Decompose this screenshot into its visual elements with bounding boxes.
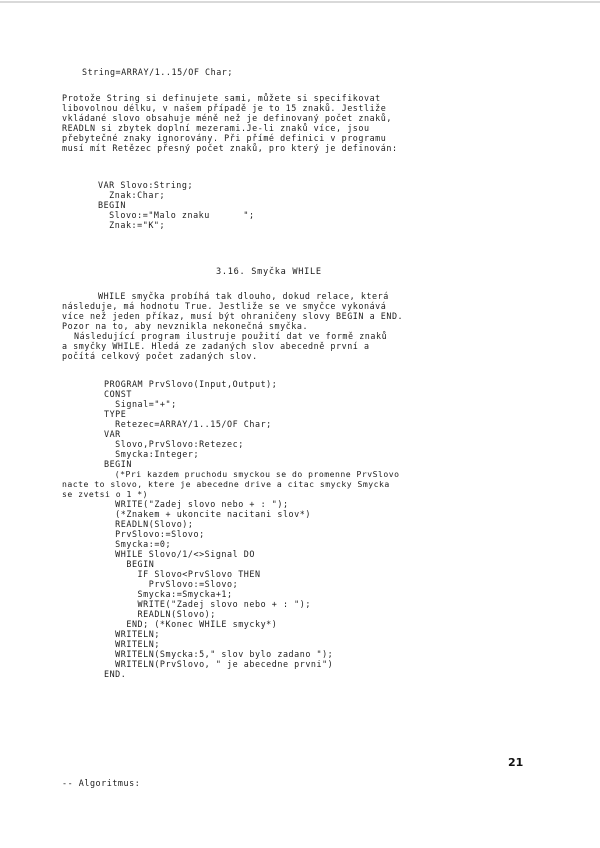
code-line: WHILE Slovo/1/<>Signal DO — [104, 549, 255, 559]
code-line: BEGIN — [104, 459, 132, 469]
code-line: CONST — [104, 389, 132, 399]
text-line: READLN si zbytek doplní mezerami.Je-li znaků více, jsou — [62, 123, 370, 133]
code-line: Slovo,PrvSlovo:Retezec; — [104, 439, 244, 449]
code-line: WRITELN(PrvSlovo, " je abecedne prvni") — [104, 659, 334, 669]
code-line: (*Znakem + ukoncite nacitani slov*) — [104, 509, 311, 519]
code-line: Smycka:=Smycka+1; — [104, 589, 233, 599]
text-line: následuje, má hodnotu True. Jestliže se ve smyčce vykonává — [62, 301, 387, 311]
text-line: Protože String si definujete sami, můžete si specifikovat — [62, 93, 381, 103]
text-line: počítá celkový počet zadaných slov. — [62, 351, 258, 361]
code-line: Znak:Char; — [98, 190, 166, 200]
code-line: WRITELN; — [104, 639, 160, 649]
code-line: VAR — [104, 429, 121, 439]
code-line: Znak:="K"; — [98, 220, 166, 230]
code-line: END; (*Konec WHILE smycky*) — [104, 619, 278, 629]
code-line: TYPE — [104, 409, 127, 419]
code-line: END. — [104, 669, 127, 679]
code-line: BEGIN — [98, 200, 126, 210]
code-line: IF Slovo<PrvSlovo THEN — [104, 569, 261, 579]
code-line: READLN(Slovo); — [104, 519, 194, 529]
page-number: 21 — [508, 756, 524, 769]
code-comment-line: se zvetsi o 1 *) — [62, 489, 148, 499]
code-line: Smycka:Integer; — [104, 449, 200, 459]
code-line: WRITELN; — [104, 629, 160, 639]
text-line: Následující program ilustruje použití dat ve formě znaků — [74, 331, 388, 341]
text-line: WHILE smyčka probíhá tak dlouho, dokud relace, která — [98, 291, 389, 301]
code-line: Retezec=ARRAY/1..15/OF Char; — [104, 419, 272, 429]
footer-text: -- Algoritmus: — [62, 778, 141, 788]
text-line: přebytečné znaky ignorovány. Při přímé definici v programu — [62, 133, 387, 143]
text-line: více než jeden příkaz, musí být ohraničeny slovy BEGIN a END. — [62, 311, 404, 321]
code-line: WRITE("Zadej slovo nebo + : "); — [104, 599, 311, 609]
code-line: Slovo:="Malo znaku "; — [98, 210, 255, 220]
code-line: PrvSlovo:=Slovo; — [104, 579, 239, 589]
code-comment-line: (*Pri kazdem pruchodu smyckou se do promenne PrvSlovo — [104, 469, 400, 479]
text-line: Pozor na to, aby nevznikla nekonečná smyčka. — [62, 321, 309, 331]
text-line: vkládané slovo obsahuje méně než je definovaný počet znaků, — [62, 113, 392, 123]
section-heading: 3.16. Smyčka WHILE — [216, 267, 322, 277]
text-line: musí mít Retězec přesný počet znaků, pro který je definován: — [62, 143, 398, 153]
code-comment-line: nacte to slovo, ktere je abecedne drive a citac smycky Smycka — [62, 479, 390, 489]
text-line: a smyčky WHILE. Hledá ze zadaných slov abecedně první a — [62, 341, 370, 351]
code-line: VAR Slovo:String; — [98, 180, 194, 190]
code-line: PROGRAM PrvSlovo(Input,Output); — [104, 379, 278, 389]
code-line: WRITE("Zadej slovo nebo + : "); — [104, 499, 289, 509]
code-line: WRITELN(Smycka:5," slov bylo zadano "); — [104, 649, 334, 659]
code-line: READLN(Slovo); — [104, 609, 216, 619]
text-line: libovolnou délku, v našem případě je to 15 znaků. Jestliže — [62, 103, 387, 113]
code-line: PrvSlovo:=Slovo; — [104, 529, 205, 539]
code-line: Smycka:=0; — [104, 539, 172, 549]
code-line: Signal="+"; — [104, 399, 177, 409]
code-line: BEGIN — [104, 559, 155, 569]
scan-edge-line — [0, 1, 600, 3]
type-declaration: String=ARRAY/1..15/OF Char; — [82, 67, 233, 77]
